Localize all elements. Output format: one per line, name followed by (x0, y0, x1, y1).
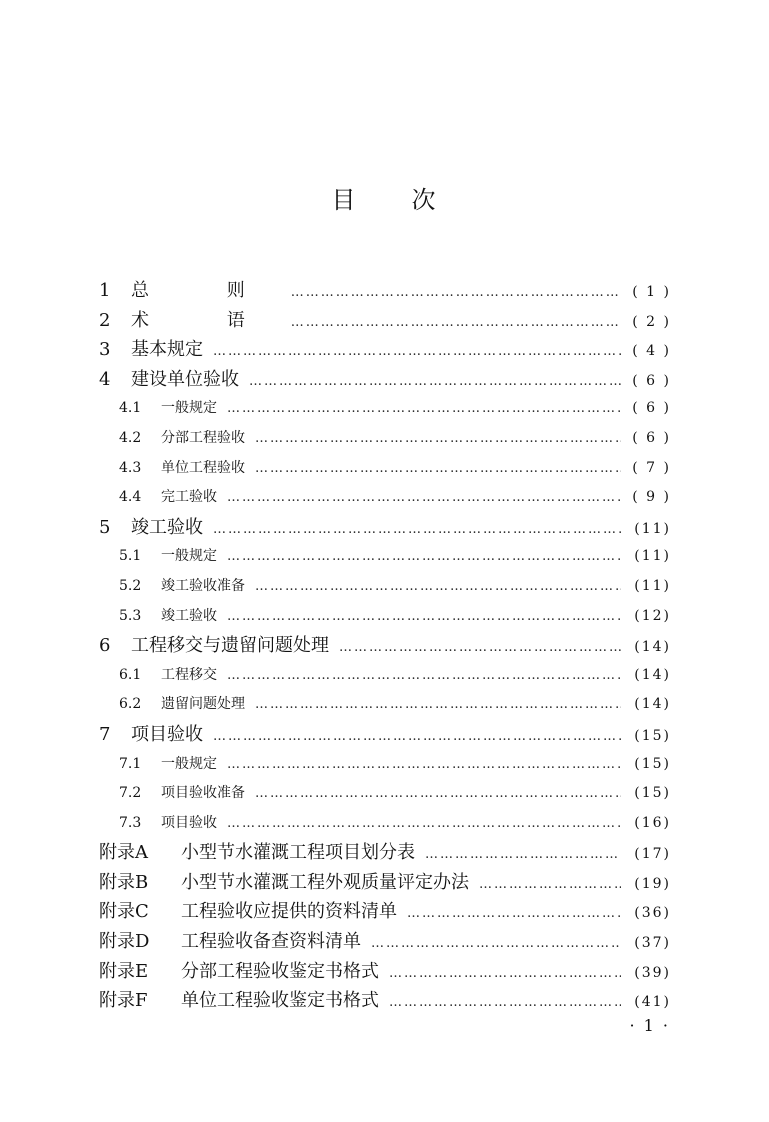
entry-page: (15) (634, 727, 671, 744)
entry-page: (41) (634, 994, 671, 1011)
entry-title: 竣工验收 (131, 516, 203, 538)
entry-number: 1 (99, 280, 111, 301)
entry-number: 4.3 (119, 459, 142, 476)
entry-page: ( 6 ) (632, 400, 671, 417)
leader-dots (255, 424, 621, 454)
toc-appendix[interactable] (99, 957, 671, 987)
toc-entry[interactable] (99, 365, 671, 395)
entry-number: 6.2 (119, 696, 142, 713)
entry-number: 7.3 (119, 814, 142, 831)
entry-title: 单位工程验收 (161, 459, 245, 476)
toc-entry[interactable] (99, 276, 671, 306)
entry-title: 项目验收 (131, 723, 203, 745)
entry-page: (19) (634, 875, 671, 892)
entry-number: 7 (99, 723, 111, 745)
leader-dots (291, 278, 621, 306)
appendix-label: 附录E (99, 960, 149, 982)
appendix-label: 附录B (99, 871, 149, 893)
toc-appendix[interactable] (99, 986, 671, 1016)
toc-subentry[interactable] (99, 602, 671, 632)
entry-page: ( 9 ) (632, 489, 671, 506)
appendix-label: 附录F (99, 990, 148, 1012)
toc-appendix[interactable] (99, 868, 671, 898)
leader-dots (407, 899, 621, 927)
entry-number: 3 (99, 339, 111, 361)
toc-entry[interactable] (99, 306, 671, 336)
toc-subentry[interactable] (99, 661, 671, 691)
entry-number: 4.1 (119, 400, 142, 417)
leader-dots (425, 840, 621, 868)
leader-dots (227, 809, 621, 839)
toc-entry[interactable] (99, 513, 671, 543)
entry-number: 4 (99, 368, 111, 390)
entry-title: 竣工验收 (161, 607, 217, 624)
leader-dots (227, 483, 621, 513)
entry-page: (11) (634, 577, 671, 594)
toc-subentry[interactable] (99, 690, 671, 720)
toc-entry[interactable] (99, 631, 671, 661)
toc-appendix[interactable] (99, 897, 671, 927)
entry-page: ( 2 ) (632, 313, 671, 330)
entry-number: 7.1 (119, 755, 142, 772)
leader-dots (339, 633, 621, 661)
toc-subentry[interactable] (99, 809, 671, 839)
leader-dots (213, 515, 621, 543)
leader-dots (255, 454, 621, 484)
entry-title: 分部工程验收鉴定书格式 (181, 960, 379, 982)
entry-page: (16) (634, 814, 671, 831)
entry-title: 工程移交 (161, 666, 217, 683)
entry-number: 4.4 (119, 489, 142, 506)
entry-page: (11) (634, 520, 671, 537)
leader-dots (255, 572, 621, 602)
entry-number: 6 (99, 635, 111, 657)
toc-subentry[interactable] (99, 750, 671, 780)
entry-title: 分部工程验收 (161, 429, 245, 446)
toc-subentry[interactable] (99, 454, 671, 484)
entry-page: (15) (634, 785, 671, 802)
entry-number: 5.1 (119, 548, 142, 565)
leader-dots (389, 988, 621, 1016)
entry-title: 遗留问题处理 (161, 696, 245, 713)
toc-subentry[interactable] (99, 572, 671, 602)
entry-title: 基本规定 (131, 339, 203, 361)
leader-dots (213, 337, 621, 365)
toc-subentry[interactable] (99, 779, 671, 809)
entry-title: 一般规定 (161, 548, 217, 565)
entry-page: (15) (634, 755, 671, 772)
entry-page: ( 7 ) (632, 459, 671, 476)
leader-dots (227, 542, 621, 572)
entry-page: ( 6 ) (632, 372, 671, 389)
entry-number: 2 (99, 309, 111, 331)
entry-page: (14) (634, 666, 671, 683)
entry-page: (36) (634, 905, 671, 922)
entry-number: 7.2 (119, 785, 142, 802)
toc-subentry[interactable] (99, 542, 671, 572)
entry-page: (11) (634, 548, 671, 565)
leader-dots (371, 929, 621, 957)
entry-page: (17) (634, 846, 671, 863)
entry-title: 总 则 (131, 280, 281, 301)
entry-title: 单位工程验收鉴定书格式 (181, 990, 379, 1012)
leader-dots (249, 367, 621, 395)
entry-title: 小型节水灌溉工程项目划分表 (181, 842, 415, 864)
toc-entry[interactable] (99, 335, 671, 365)
table-of-contents (99, 276, 671, 1016)
entry-number: 5 (99, 516, 111, 538)
entry-title: 项目验收准备 (161, 785, 245, 802)
entry-number: 5.3 (119, 607, 142, 624)
toc-appendix[interactable] (99, 927, 671, 957)
entry-title: 工程验收应提供的资料清单 (181, 901, 397, 923)
entry-title: 完工验收 (161, 489, 217, 506)
entry-page: ( 4 ) (632, 343, 671, 360)
title-part1: 目 (331, 186, 358, 214)
entry-number: 5.2 (119, 577, 142, 594)
entry-page: ( 6 ) (632, 429, 671, 446)
leader-dots (227, 661, 621, 691)
leader-dots (389, 959, 621, 987)
page-title (0, 180, 769, 215)
toc-subentry[interactable] (99, 483, 671, 513)
entry-number: 4.2 (119, 429, 142, 446)
appendix-label: 附录D (99, 931, 150, 953)
entry-page: (37) (634, 935, 671, 952)
entry-page: (39) (634, 964, 671, 981)
entry-page: (14) (634, 639, 671, 656)
leader-dots (227, 750, 621, 780)
leader-dots (291, 308, 621, 336)
leader-dots (213, 722, 621, 750)
entry-title: 工程移交与遗留问题处理 (131, 635, 329, 657)
entry-number: 6.1 (119, 666, 142, 683)
entry-title: 竣工验收准备 (161, 577, 245, 594)
toc-appendix[interactable] (99, 838, 671, 868)
leader-dots (227, 602, 621, 632)
toc-subentry[interactable] (99, 424, 671, 454)
leader-dots (255, 779, 621, 809)
entry-title: 一般规定 (161, 755, 217, 772)
entry-title: 小型节水灌溉工程外观质量评定办法 (181, 871, 469, 893)
entry-page: (12) (634, 607, 671, 624)
leader-dots (479, 870, 621, 898)
page-number: · 1 · (629, 1016, 670, 1035)
toc-entry[interactable] (99, 720, 671, 750)
appendix-label: 附录A (99, 842, 148, 864)
appendix-label: 附录C (99, 901, 149, 923)
toc-subentry[interactable] (99, 394, 671, 424)
entry-title: 建设单位验收 (131, 368, 239, 390)
entry-title: 工程验收备查资料清单 (181, 931, 361, 953)
title-part2: 次 (411, 186, 438, 214)
entry-title: 项目验收 (161, 814, 217, 831)
leader-dots (255, 690, 621, 720)
entry-page: ( 1 ) (632, 284, 671, 300)
entry-title: 一般规定 (161, 400, 217, 417)
entry-page: (14) (634, 696, 671, 713)
entry-title: 术 语 (131, 309, 281, 331)
leader-dots (227, 394, 621, 424)
